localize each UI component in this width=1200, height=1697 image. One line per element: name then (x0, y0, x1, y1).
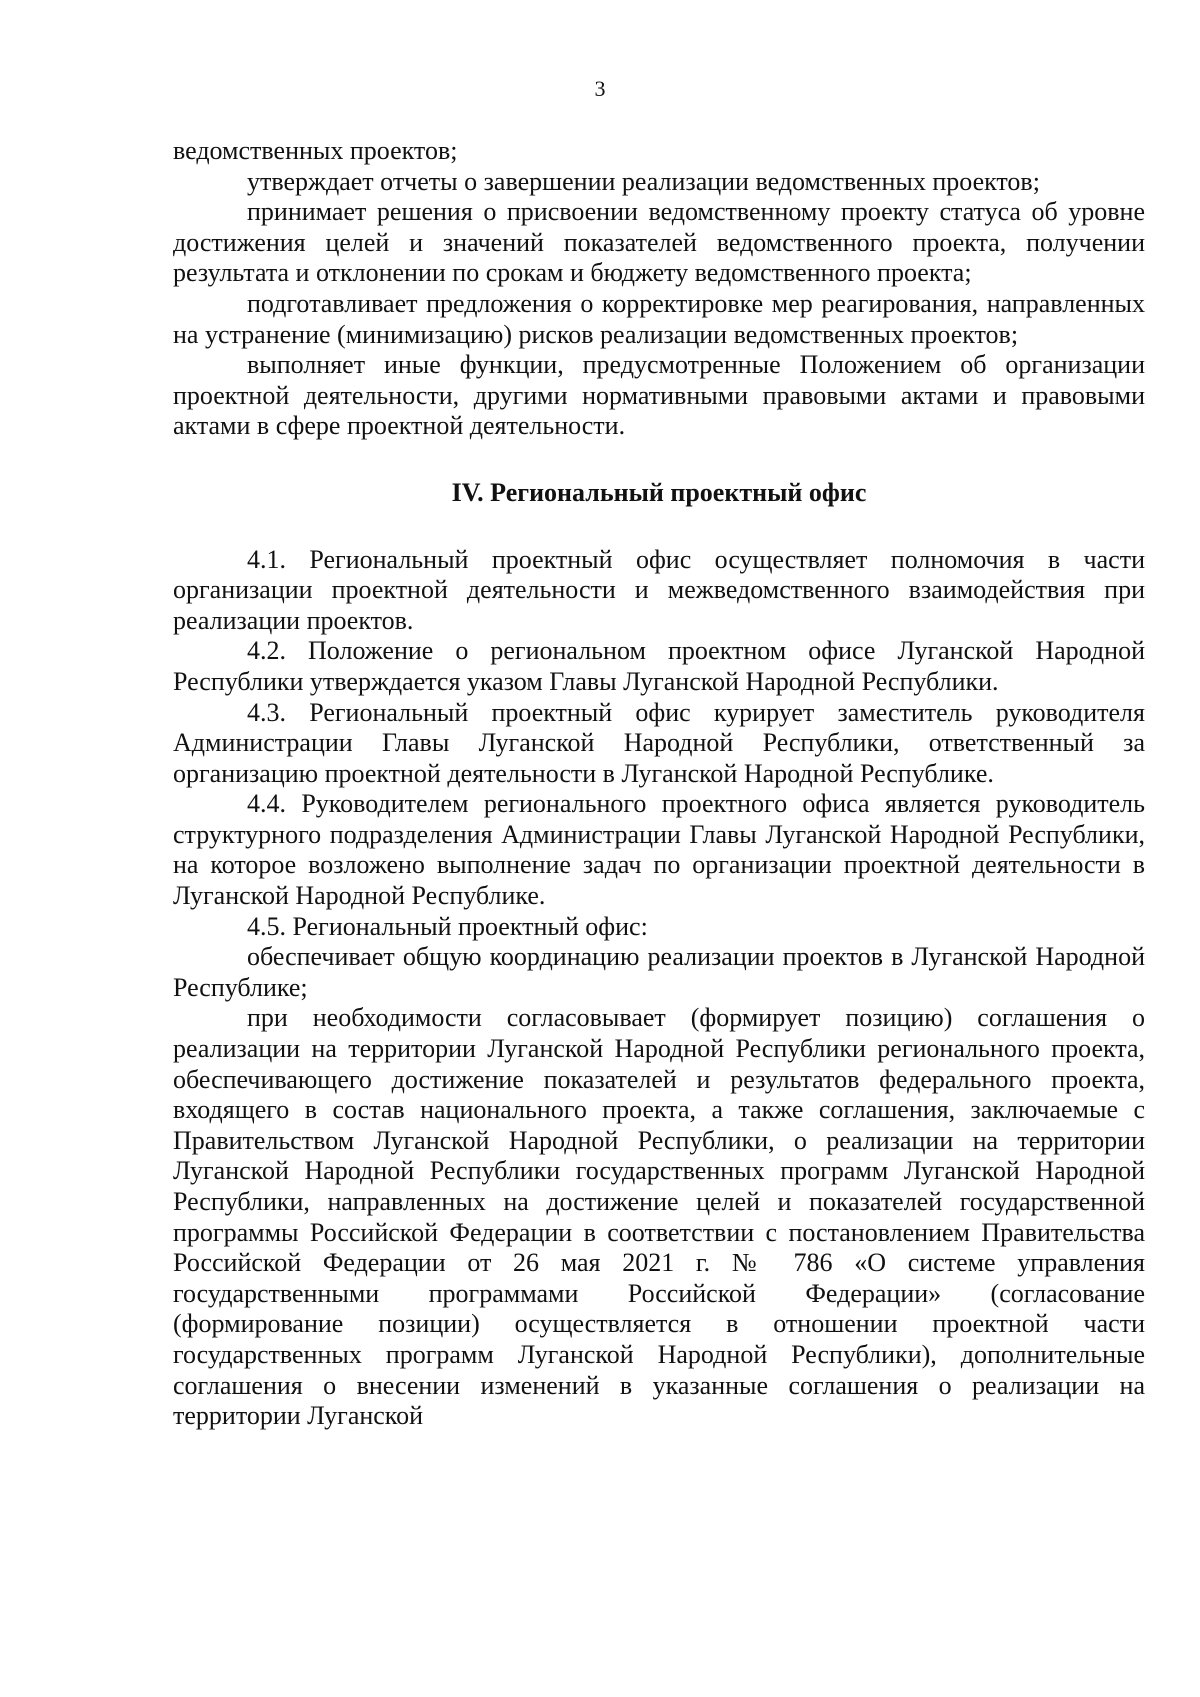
document-body (173, 136, 1145, 1432)
section-iii-continuation (173, 136, 1145, 442)
paragraph: 4.5. Региональный проектный офис: (247, 911, 648, 941)
paragraph: подготавливает предложения о корректировке мер реагирования, направленных на устранение (минимизацию) рисков реализации ведомственных проектов; (173, 288, 1145, 349)
paragraph: при необходимости согласовывает (формирует позицию) соглашения о реализации на территории Луганской Народной Республики регионального проекта, обеспечивающего достижение показателей и результатов федерального проекта, входящего в состав национального проекта, а также соглашения, заключаемые с Правительством Луганской Народной Республики, о реализации на территории Луганской Народной Республики государственных программ Луганской Народной Республики, направленных на достижение целей и показателей государственной программы Российской Федерации в соответствии с постановлением Правительства Российской Федерации от 26 мая 2021 г. № 786 «О системе управления государственными программами Российской Федерации» (согласование (формирование позиции) осуществляется в отношении проектной части государственных программ Луганской Народной Республики), дополнительные соглашения о внесении изменений в указанные соглашения о реализации на территории Луганской (173, 1003, 1145, 1431)
paragraph: выполняет иные функции, предусмотренные Положением об организации проектной деятельности, другими нормативными правовыми актами и правовыми актами в сфере проектной деятельности. (173, 350, 1145, 441)
paragraph: 4.2. Положение о региональном проектном офисе Луганской Народной Республики утверждается указом Главы Луганской Народной Республики. (173, 636, 1145, 696)
page-number: 3 (594, 76, 606, 101)
paragraph: утверждает отчеты о завершении реализации ведомственных проектов; (247, 166, 1040, 196)
paragraph: 4.1. Региональный проектный офис осуществляет полномочия в части организации проектной деятельности и межведомственного взаимодействия при реализации проектов. (173, 544, 1145, 635)
section-heading: IV. Региональный проектный офис (451, 477, 867, 507)
paragraph: 4.4. Руководителем регионального проектного офиса является руководитель структурного подразделения Администрации Главы Луганской Народной Республики, на которое возложено выполнение задач по организации проектной деятельности в Луганской Народной Республике. (173, 789, 1145, 911)
paragraph: обеспечивает общую координацию реализации проектов в Луганской Народной Республике; (173, 942, 1145, 1002)
paragraph: ведомственных проектов; (173, 136, 458, 165)
paragraph: принимает решения о присвоении ведомственному проекту статуса об уровне достижения целей и значений показателей ведомственного проекта, получении результата и отклонении по срокам и бюджету ведомственного проекта; (173, 197, 1145, 288)
section-iv-body (173, 545, 1145, 1432)
paragraph: 4.3. Региональный проектный офис курирует заместитель руководителя Администрации Главы Луганской Народной Республики, ответственный за организацию проектной деятельности в Луганской Народной Республике. (173, 697, 1145, 788)
